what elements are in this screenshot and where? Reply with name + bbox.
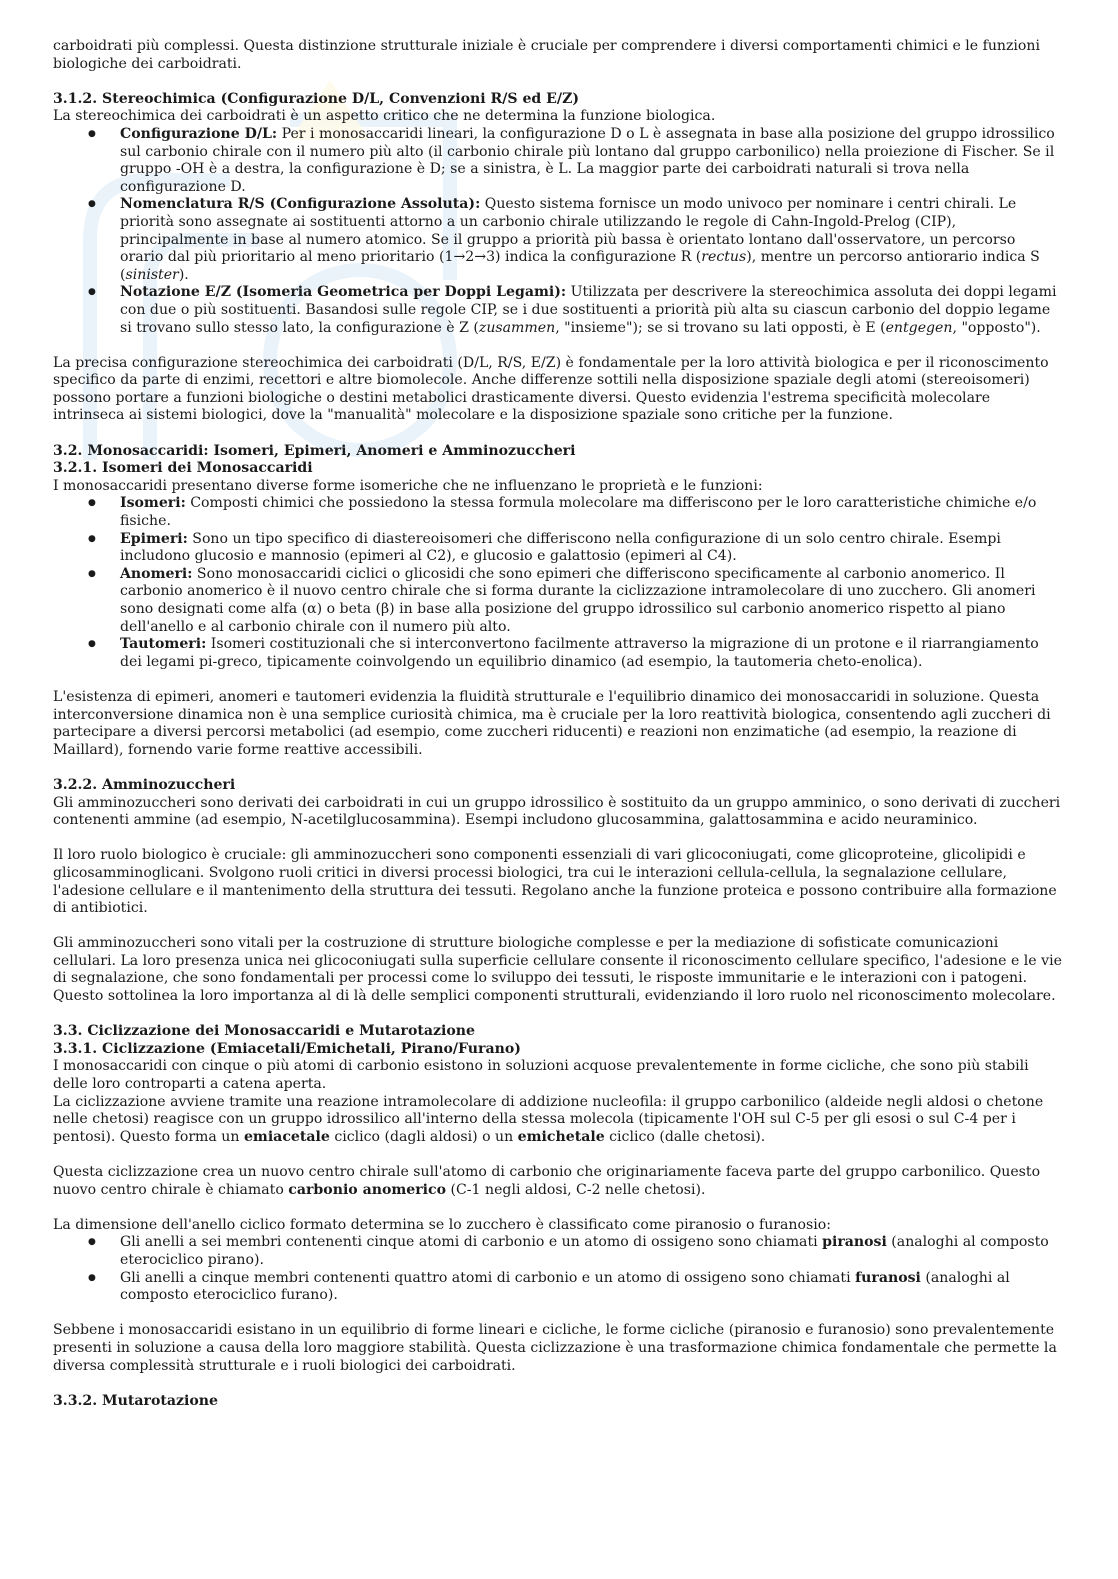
heading-3-1-2: 3.1.2. Stereochimica (Configurazione D/L, Convenzioni R/S ed E/Z) [53,90,580,107]
heading-3-3-1: 3.3.1. Ciclizzazione (Emiacetali/Emichetali, Pirano/Furano) [53,1040,521,1057]
document-page [53,38,1063,1410]
heading-3-2-2: 3.2.2. Amminozuccheri [53,776,236,793]
paragraph-isomers-intro: I monosaccaridi presentano diverse forme isomeriche che ne influenzano le proprietà e le funzioni: [53,477,763,494]
paragraph-isomers-closing: L'esistenza di epimeri, anomeri e tautomeri evidenzia la fluidità strutturale e l'equilibrio dinamico dei monosaccaridi in soluzione. Questa interconversione dinamica non è una semplice curiosità chimica, ma è cruciale per la loro reattività biologica, consentendo agli zuccheri di partecipare a diversi percorsi metabolici (ad esempio, come zuccheri riducenti) e reazioni non enzimatiche (ad esempio, la reazione di Maillard), fornendo varie forme reattive accessibili. [53,688,1051,758]
paragraph-aminosugars-1: Gli amminozuccheri sono derivati dei carboidrati in cui un gruppo idrossilico è sostituito da un gruppo amminico, o sono derivati di zuccheri contenenti ammine (ad esempio, N-acetilglucosammina). Esempi includono glucosammina, galattosammina e acido neuraminico. [53,794,1061,829]
paragraph-cyclization-3: Questa ciclizzazione crea un nuovo centro chirale sull'atomo di carbonio che originariamente faceva parte del gruppo carbonilico. Questo nuovo centro chirale è chiamato carbonio anomerico (C-1 negli aldosi, C-2 nelle chetosi). [53,1164,1041,1198]
list-ring-types [53,1234,1063,1304]
list-item: ● Gli anelli a cinque membri contenenti quattro atomi di carbonio e un atomo di ossigeno sono chiamati furanosi (analoghi al composto eterociclico furano). [120,1270,1063,1305]
paragraph-intro: carboidrati più complessi. Questa distinzione strutturale iniziale è cruciale per comprendere i diversi comportamenti chimici e le funzioni biologiche dei carboidrati. [53,38,1041,72]
paragraph-aminosugars-3: Gli amminozuccheri sono vitali per la costruzione di strutture biologiche complesse e per la mediazione di sofisticate comunicazioni cellulari. La loro presenza unica nei glicoconiugati sulla superficie cellulare consente il riconoscimento cellulare specifico, l'adesione e le vie di segnalazione, che sono fondamentali per processi come lo sviluppo dei tessuti, le risposte immunitarie e le interazioni con i patogeni. Questo sottolinea la loro importanza al di là delle semplici componenti strutturali, evidenziando il loro ruolo nel riconoscimento molecolare. [53,935,1062,1005]
list-item: ● Configurazione D/L: Per i monosaccaridi lineari, la configurazione D o L è assegnata in base alla posizione del gruppo idrossilico sul carbonio chirale con il numero più alto (il carbonio chirale più lontano dal gruppo carbonilico) nella proiezione di Fischer. Se il gruppo -OH è a destra, la configurazione è D; se a sinistra, è L. La maggior parte dei carboidrati naturali si trova nella configurazione D. [120,126,1063,196]
paragraph-stereo-intro: La stereochimica dei carboidrati è un aspetto critico che ne determina la funzione biologica. [53,108,716,125]
heading-3-3: 3.3. Ciclizzazione dei Monosaccaridi e Mutarotazione [53,1023,476,1040]
paragraph-cyclization-4: La dimensione dell'anello ciclico formato determina se lo zucchero è classificato come piranosio o furanosio: [53,1216,831,1233]
heading-3-3-2: 3.3.2. Mutarotazione [53,1392,218,1409]
list-item: ● Epimeri: Sono un tipo specifico di diastereoisomeri che differiscono nella configurazione di un solo centro chirale. Esempi includono glucosio e mannosio (epimeri al C2), e glucosio e galattosio (epimeri al C4). [120,531,1063,566]
list-item: ● Isomeri: Composti chimici che possiedono la stessa formula molecolare ma differiscono per le loro caratteristiche chimiche e/o fisiche. [120,495,1063,530]
list-item: ● Nomenclatura R/S (Configurazione Assoluta): Questo sistema fornisce un modo univoco per nominare i centri chirali. Le priorità sono assegnate ai sostituenti attorno a un carbonio chirale utilizzando le regole di Cahn-Ingold-Prelog (CIP), principalmente in base al numero atomico. Se il gruppo a priorità più bassa è orientato lontano dall'osservatore, un percorso orario dal più prioritario al meno prioritario (1→2→3) indica la configurazione R (rectus), mentre un percorso antiorario indica S (sinister). [120,196,1063,284]
paragraph-aminosugars-2: Il loro ruolo biologico è cruciale: gli amminozuccheri sono componenti essenziali di vari glicoconiugati, come glicoproteine, glicolipidi e glicosamminoglicani. Svolgono ruoli critici in diversi processi biologici, tra cui le interazioni cellula-cellula, la segnalazione cellulare, l'adesione cellulare e il mantenimento della struttura dei tessuti. Regolano anche la funzione proteica e possono contribuire alla formazione di antibiotici. [53,847,1057,917]
list-item: ● Notazione E/Z (Isomeria Geometrica per Doppi Legami): Utilizzata per descrivere la stereochimica assoluta dei doppi legami con due o più sostituenti. Basandosi sulle regole CIP, se i due sostituenti a priorità più alta su ciascun carbonio del doppio legame si trovano sullo stesso lato, la configurazione è Z (zusammen, "insieme"); se si trovano su lati opposti, è E (entgegen, "opposto"). [120,284,1063,337]
list-item: ● Gli anelli a sei membri contenenti cinque atomi di carbonio e un atomo di ossigeno sono chiamati piranosi (analoghi al composto eterociclico pirano). [120,1234,1063,1269]
list-item: ● Anomeri: Sono monosaccaridi ciclici o glicosidi che sono epimeri che differiscono specificamente al carbonio anomerico. Il carbonio anomerico è il nuovo centro chirale che si forma durante la ciclizzazione intramolecolare di uno zucchero. Gli anomeri sono designati come alfa (α) o beta (β) in base alla posizione del gruppo idrossilico sul carbonio anomerico rispetto al piano dell'anello e al carbonio chirale con il numero più alto. [120,566,1063,636]
paragraph-cyclization-1: I monosaccaridi con cinque o più atomi di carbonio esistono in soluzioni acquose prevalentemente in forme cicliche, che sono più stabili delle loro controparti a catena aperta. [53,1058,1029,1093]
list-isomers [53,495,1063,671]
heading-3-2: 3.2. Monosaccaridi: Isomeri, Epimeri, Anomeri e Amminozuccheri [53,442,576,459]
paragraph-cyclization-closing: Sebbene i monosaccaridi esistano in un equilibrio di forme lineari e cicliche, le forme cicliche (piranosio e furanosio) sono prevalentemente presenti in soluzione a causa della loro maggiore stabilità. Questa ciclizzazione è una trasformazione chimica fondamentale che permette la diversa complessità strutturale e i ruoli biologici dei carboidrati. [53,1322,1057,1374]
paragraph-cyclization-2: La ciclizzazione avviene tramite una reazione intramolecolare di addizione nucleofila: il gruppo carbonilico (aldeide negli aldosi o chetone nelle chetosi) reagisce con un gruppo idrossilico all'interno della stessa molecola (tipicamente l'OH sul C-5 per gli esosi o sul C-4 per i pentosi). Questo forma un emiacetale ciclico (dagli aldosi) o un emichetale ciclico (dalle chetosi). [53,1093,1044,1145]
heading-3-2-1: 3.2.1. Isomeri dei Monosaccaridi [53,460,313,477]
list-stereochemistry [53,126,1063,337]
list-item: ● Tautomeri: Isomeri costituzionali che si interconvertono facilmente attraverso la migrazione di un protone e il riarrangiamento dei legami pi-greco, tipicamente coinvolgendo un equilibrio dinamico (ad esempio, la tautomeria cheto-enolica). [120,636,1063,671]
paragraph-stereo-closing: La precisa configurazione stereochimica dei carboidrati (D/L, R/S, E/Z) è fondamentale per la loro attività biologica e per il riconoscimento specifico da parte di enzimi, recettori e altre biomolecole. Anche differenze sottili nella disposizione spaziale degli atomi (stereoisomeri) possono portare a funzioni biologiche o destini metabolici drasticamente diversi. Questo evidenzia l'estrema specificità molecolare intrinseca ai sistemi biologici, dove la "manualità" molecolare e la disposizione spaziale sono critiche per la funzione. [53,354,1049,424]
